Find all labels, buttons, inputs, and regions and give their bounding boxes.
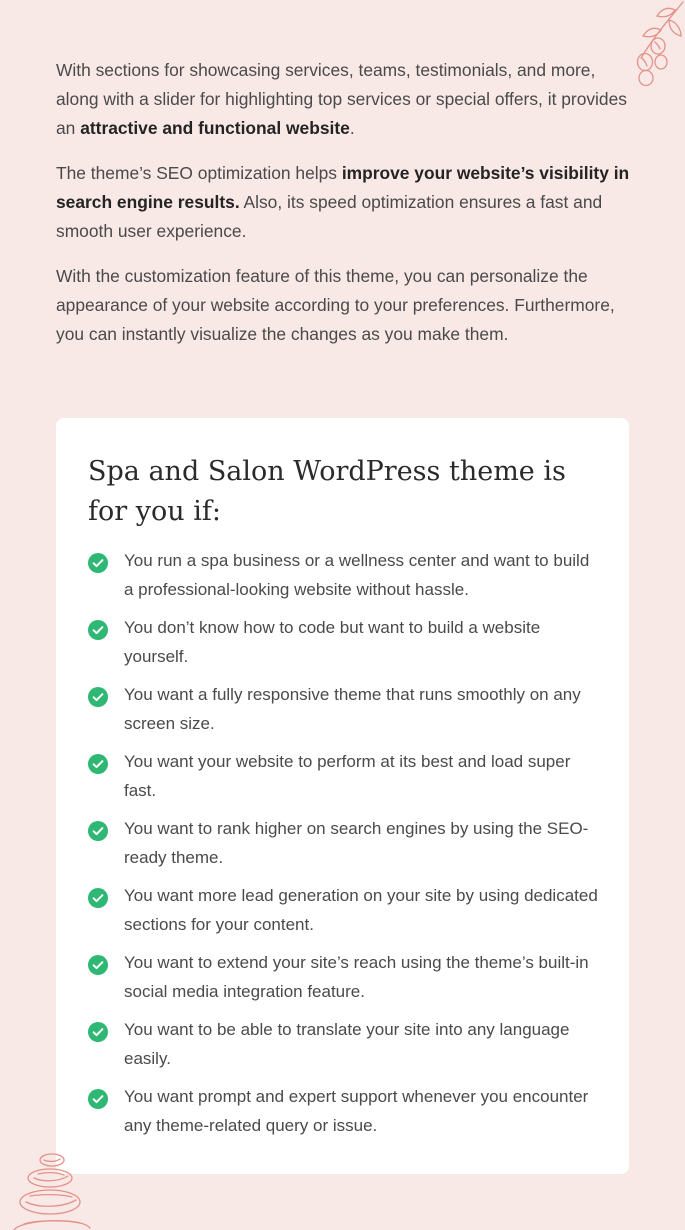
checklist-item-text: You want prompt and expert support whenever you encounter any theme-related query or issue.	[124, 1087, 589, 1135]
checklist-item	[88, 948, 598, 1016]
checklist-item-text: You want your website to perform at its best and load super fast.	[124, 752, 571, 800]
checklist-item	[88, 1015, 598, 1083]
check-circle-icon	[88, 553, 108, 573]
check-circle-icon	[88, 888, 108, 908]
card-title: Spa and Salon WordPress theme is for you if:	[88, 456, 566, 527]
check-circle-icon	[88, 1022, 108, 1042]
stacked-stones-icon	[10, 1150, 92, 1230]
checklist-item-text: You want to be able to translate your site into any language easily.	[124, 1020, 570, 1068]
check-circle-icon	[88, 620, 108, 640]
intro-paragraph-1: With sections for showcasing services, teams, testimonials, and more, along with a slider for highlighting top services or special offers, it provides an attractive and functional website.	[56, 60, 627, 138]
for-you-card	[56, 418, 629, 1174]
intro-paragraph-2: The theme’s SEO optimization helps improve your website’s visibility in search engine results. Also, its speed optimization ensures a fast and smooth user experience.	[56, 163, 630, 241]
checklist-item	[88, 747, 598, 815]
checklist-item	[88, 546, 598, 614]
checklist-item	[88, 680, 598, 748]
check-circle-icon	[88, 1089, 108, 1109]
checklist-item-text: You want more lead generation on your site by using dedicated sections for your content.	[124, 886, 598, 934]
check-circle-icon	[88, 955, 108, 975]
checklist-item	[88, 613, 598, 681]
intro-text	[56, 56, 636, 365]
checklist-item-text: You want to extend your site’s reach using the theme’s built-in social media integration feature.	[124, 953, 589, 1001]
checklist-item	[88, 881, 598, 949]
check-circle-icon	[88, 754, 108, 774]
checklist-item-text: You want a fully responsive theme that runs smoothly on any screen size.	[124, 685, 581, 733]
checklist-item	[88, 1082, 598, 1150]
checklist-item-text: You want to rank higher on search engines by using the SEO-ready theme.	[124, 819, 589, 867]
check-circle-icon	[88, 821, 108, 841]
checklist-item-text: You run a spa business or a wellness center and want to build a professional-looking website without hassle.	[124, 551, 590, 599]
feature-checklist	[88, 547, 598, 1150]
intro-paragraph-3: With the customization feature of this theme, you can personalize the appearance of your website according to your preferences. Furthermore, you can instantly visualize the changes as you make them.	[56, 266, 615, 344]
highlight-text: improve your website’s visibility in search engine results.	[56, 163, 630, 212]
checklist-item-text: You don’t know how to code but want to build a website yourself.	[124, 618, 541, 666]
check-circle-icon	[88, 687, 108, 707]
highlight-text: attractive and functional website	[80, 118, 350, 138]
checklist-item	[88, 814, 598, 882]
